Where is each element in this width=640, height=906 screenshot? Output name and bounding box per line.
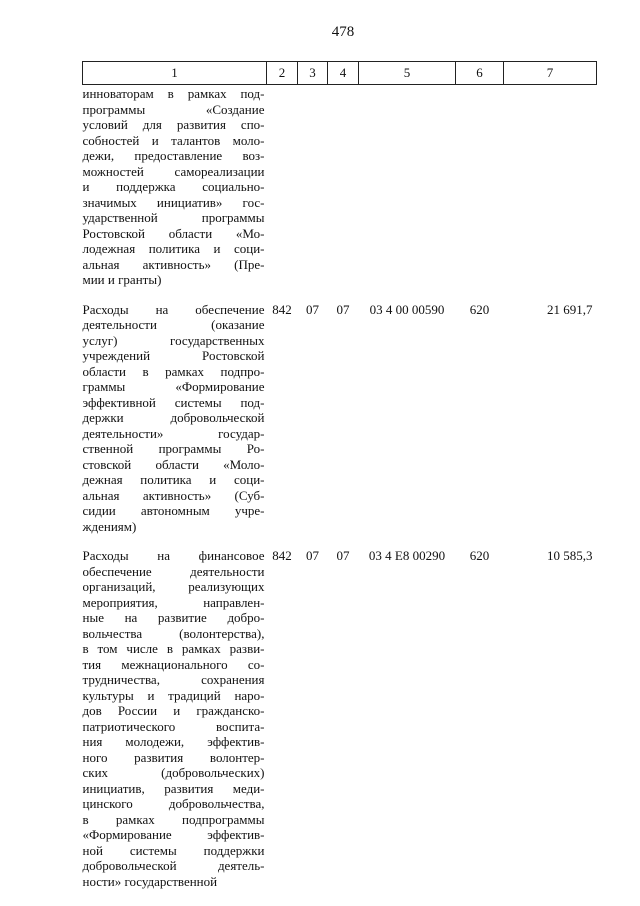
col-header-1: 1: [83, 62, 267, 85]
description-line: в рамках подпрограммы: [82, 811, 265, 827]
description-line: услуг) государственных: [82, 332, 265, 348]
description-line: культуры и традиций наро-: [82, 687, 265, 703]
description-line: дов России и гражданско-: [82, 703, 265, 718]
amount-cell: [504, 85, 597, 288]
description-line: можностей самореализации: [82, 163, 265, 179]
description-line: альная активность» (Пре-: [82, 256, 265, 272]
section-code-cell: [298, 85, 328, 288]
col-header-2: 2: [267, 62, 298, 85]
description-line: учреждений Ростовской: [82, 348, 265, 363]
description-line: тия межнационального со-: [82, 656, 265, 672]
description-line: ственной программы Ро-: [82, 441, 265, 456]
description-line: граммы «Формирование: [82, 379, 265, 394]
description-line: значимых инициатив» гос-: [82, 194, 265, 210]
expense-type-cell: 620: [469, 301, 490, 317]
col-header-6: 6: [456, 62, 504, 85]
description-line: ских (добровольческих): [82, 765, 265, 780]
description-line: цинского добровольчества,: [82, 796, 265, 811]
amount-cell: 10 585,3: [547, 548, 593, 563]
description-line: инноваторам в рамках под-: [82, 86, 265, 101]
col-header-3: 3: [298, 62, 328, 85]
description-line: трудничества, сохранения: [82, 672, 265, 687]
row-spacer-cell: [83, 288, 597, 302]
section-code-cell: 07: [306, 301, 319, 317]
subsection-code-cell: [328, 85, 359, 288]
subsection-code-cell: 07: [336, 548, 350, 563]
description-line: обеспечение деятельности: [82, 563, 265, 579]
description-line: мии и гранты): [82, 272, 162, 287]
description-line: ния молодежи, эффектив-: [82, 734, 265, 749]
expense-type-cell: 620: [469, 548, 490, 563]
ministry-code-cell: [267, 85, 298, 288]
description-line: программы «Создание: [82, 101, 265, 117]
description-line: альная активность» (Суб-: [82, 487, 265, 503]
description-line: ного развития волонтер-: [82, 749, 265, 765]
description-line: ударственной программы: [82, 210, 265, 225]
ministry-code-cell: 842: [272, 548, 292, 563]
description-line: добровольческой деятель-: [82, 858, 265, 873]
target-article-cell: 03 4 E8 00290: [368, 548, 446, 563]
description-line: ные на развитие добро-: [82, 610, 265, 625]
description-cell: [83, 548, 267, 889]
subsection-code-cell: 07: [336, 301, 350, 317]
description-line: ности» государственной: [82, 873, 218, 889]
target-article-cell: [359, 85, 456, 288]
description-line: инициатив, развития меди-: [82, 780, 265, 796]
description-line: ной системы поддержки: [82, 842, 265, 858]
page-number-text: 478: [331, 24, 355, 40]
description-line: условий для развития спо-: [82, 117, 265, 132]
col-header-5: 5: [359, 62, 456, 85]
section-code-cell: 07: [306, 548, 319, 563]
expense-type-cell: [456, 85, 504, 288]
description-line: Ростовской области «Мо-: [82, 225, 265, 241]
description-line: ждениям): [82, 518, 137, 534]
amount-cell: 21 691,7: [547, 301, 593, 317]
ministry-code-cell: 842: [272, 301, 292, 317]
description-line: «Формирование эффектив-: [82, 827, 265, 842]
description-line: вольчества (волонтерства),: [82, 625, 265, 641]
description-line: эффективной системы под-: [82, 394, 265, 410]
description-line: и поддержка социально-: [82, 179, 265, 194]
description-cell: [83, 85, 267, 288]
description-line: патриотического воспита-: [82, 718, 265, 734]
header-row: [83, 62, 597, 85]
description-line: области в рамках подпро-: [82, 363, 265, 379]
row-spacer-cell: [83, 534, 597, 548]
description-cell: [83, 302, 267, 535]
row-spacer: [83, 288, 597, 302]
col-header-7: 7: [504, 62, 597, 85]
budget-table: [82, 61, 597, 889]
description-line: собностей и талантов моло-: [82, 132, 265, 148]
description-line: дежи, предоставление воз-: [82, 148, 265, 163]
table-body: [83, 85, 597, 890]
description-line: держки добровольческой: [82, 410, 265, 425]
row-spacer: [83, 534, 597, 548]
description-line: Расходы на обеспечение: [82, 301, 265, 317]
col-header-4: 4: [328, 62, 359, 85]
table-row: [83, 302, 597, 535]
description-line: деятельности (оказание: [82, 317, 265, 332]
description-line: организаций, реализующих: [82, 579, 265, 594]
table-row: [83, 85, 597, 288]
target-article-cell: 03 4 00 00590: [369, 301, 445, 317]
description-line: мероприятия, направлен-: [82, 594, 265, 610]
description-line: лодежная политика и соци-: [82, 241, 265, 256]
table-row: [83, 548, 597, 889]
description-line: стовской области «Моло-: [82, 456, 265, 472]
description-line: Расходы на финансовое: [82, 548, 265, 563]
description-line: в том числе в рамках разви-: [82, 641, 265, 656]
description-line: дежная политика и соци-: [82, 472, 265, 487]
description-line: деятельности» государ-: [82, 425, 265, 441]
description-line: сидии автономным учре-: [82, 503, 265, 518]
